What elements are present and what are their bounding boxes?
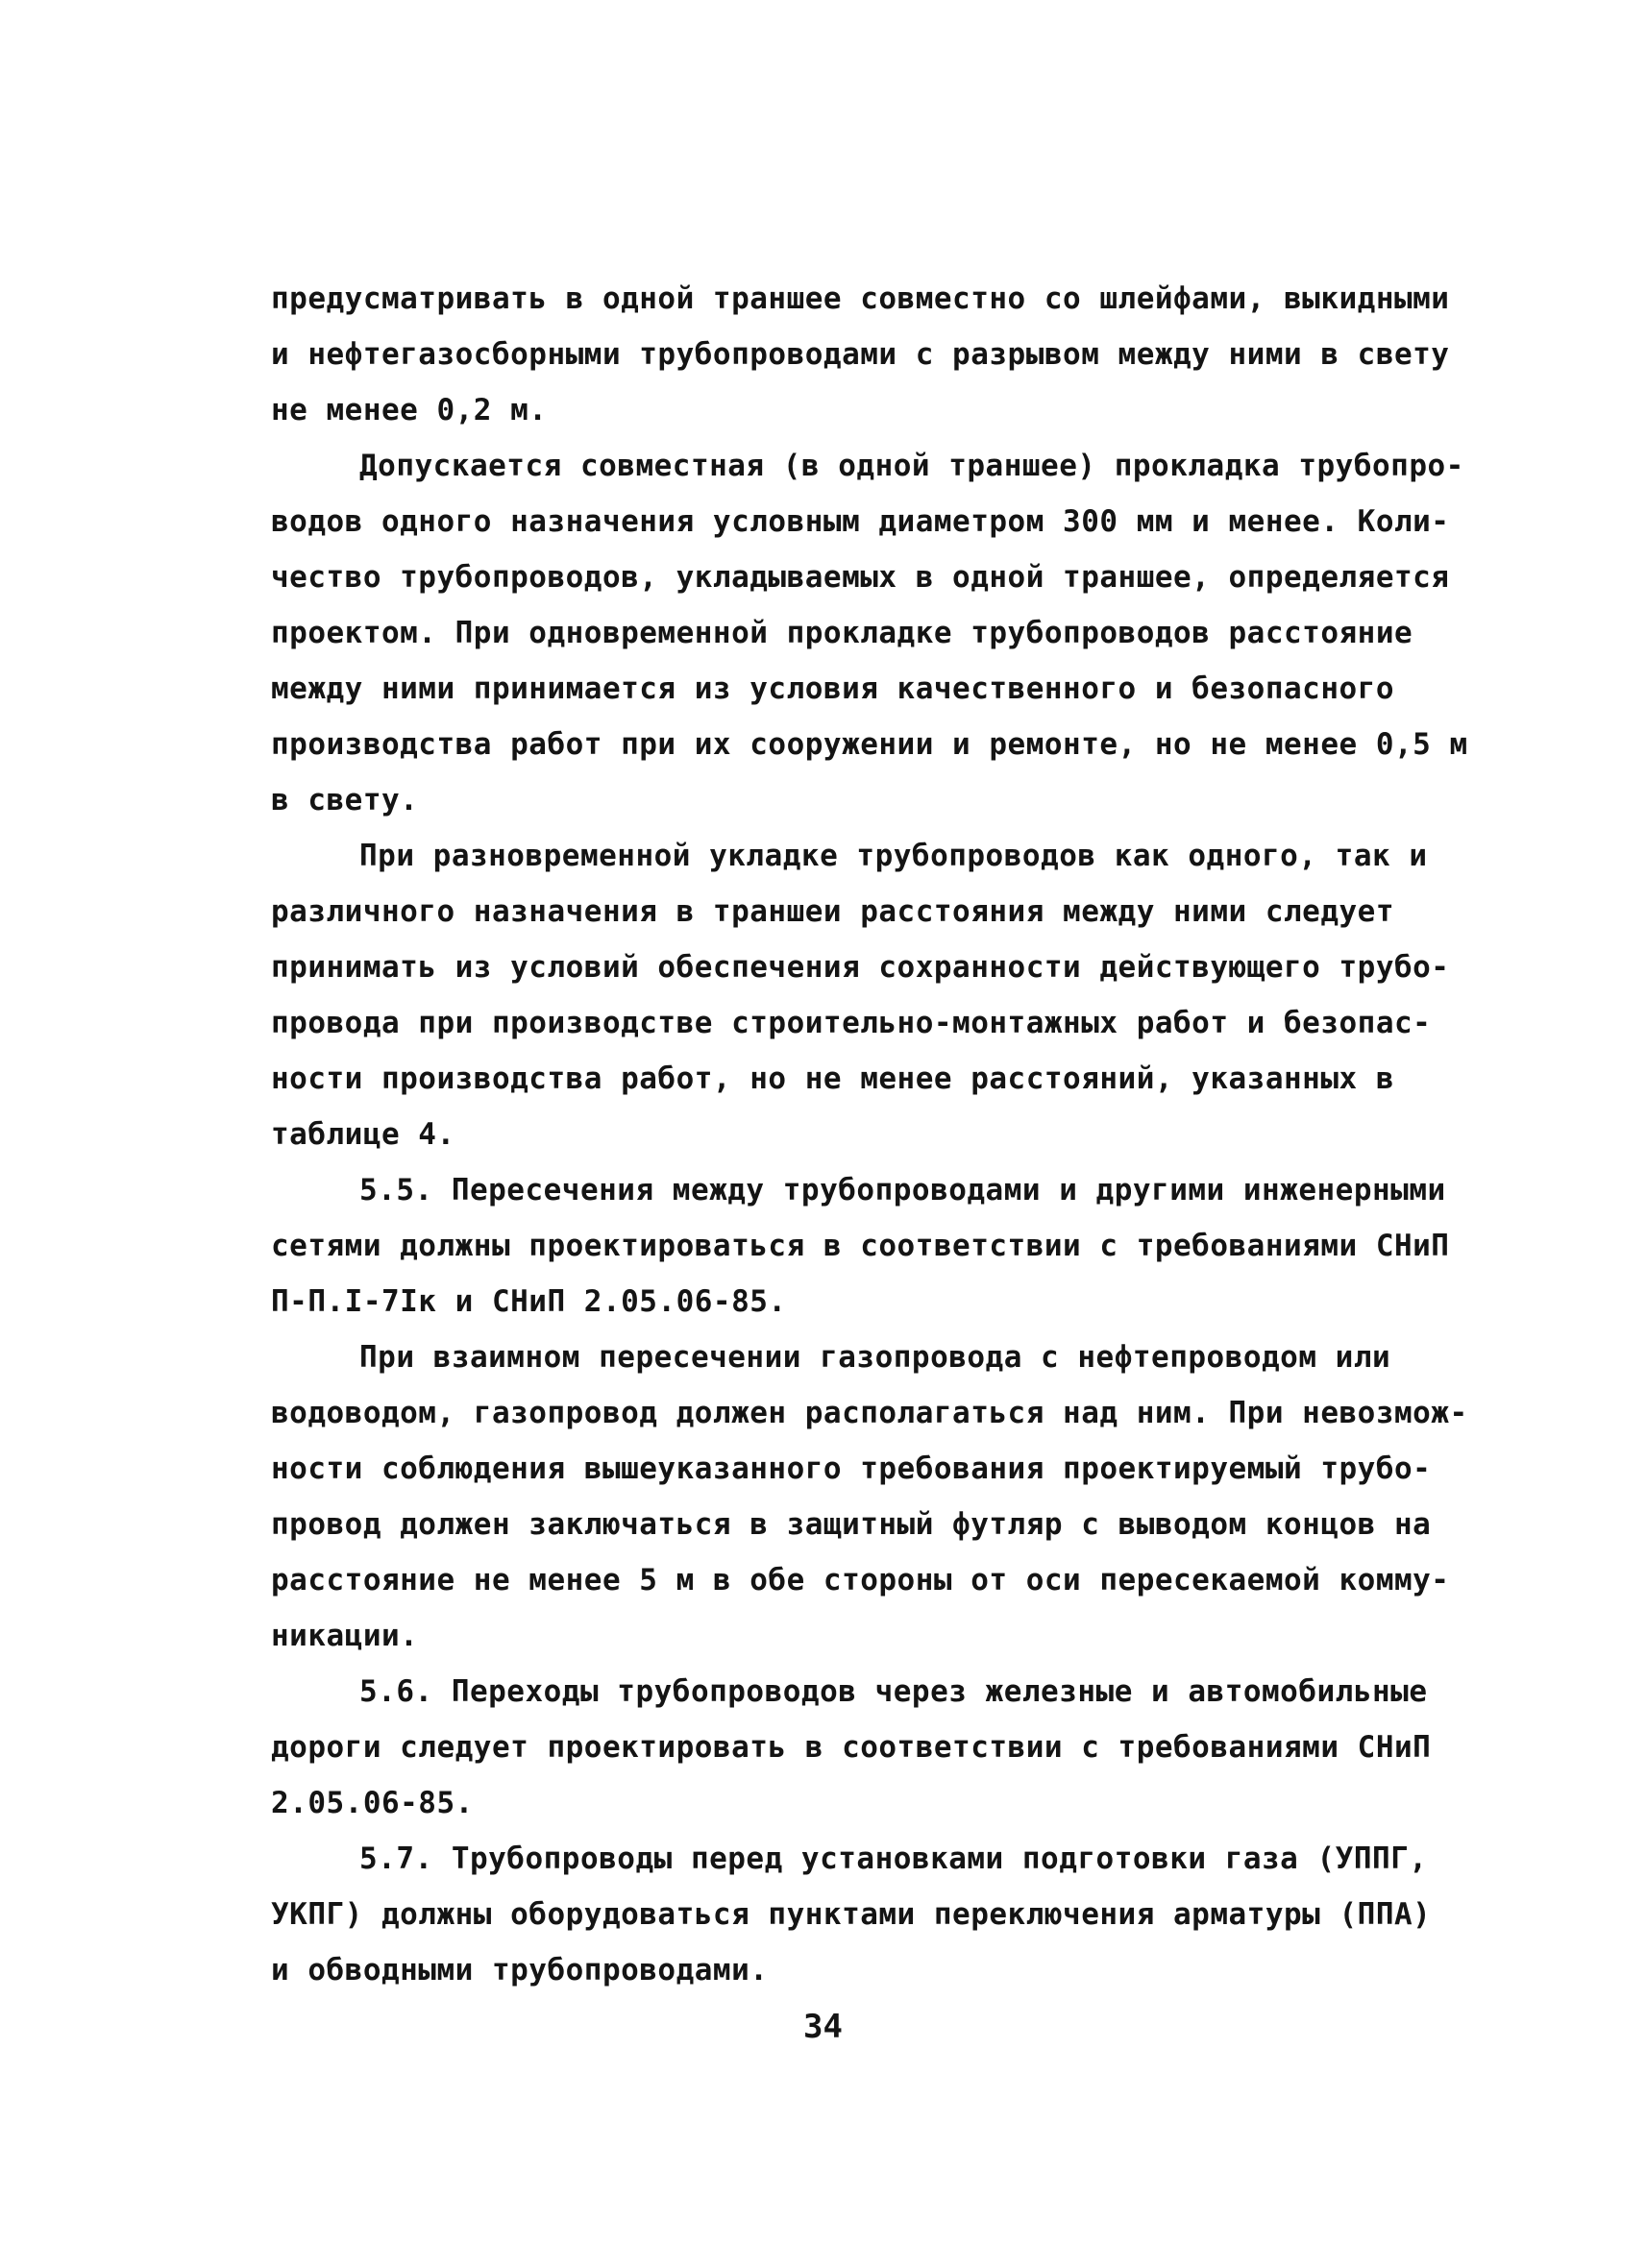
text-line: водоводом, газопровод должен располагаться над ним. При невозмож- (271, 1396, 1468, 1430)
text-line: и нефтегазосборными трубопроводами с разрывом между ними в свету (271, 337, 1450, 372)
text-line: и обводными трубопроводами. (271, 1953, 769, 1988)
text-line: ности производства работ, но не менее расстояний, указанных в (271, 1061, 1394, 1096)
text-line: провод должен заключаться в защитный футляр с выводом концов на (271, 1507, 1432, 1542)
text-line: предусматривать в одной траншее совместно со шлейфами, выкидными (271, 281, 1450, 316)
section-5-6-first-line: 5.6. Переходы трубопроводов через железные и автомобильные (359, 1674, 1428, 1709)
text-line: сетями должны проектироваться в соответствии с требованиями СНиП (271, 1229, 1450, 1263)
paragraph-first-line: Допускается совместная (в одной траншее) прокладка трубопро- (359, 449, 1464, 483)
text-line: провода при производстве строительно-монтажных работ и безопас- (271, 1006, 1432, 1040)
text-line: 2.05.06-85. (271, 1786, 474, 1820)
text-line: в свету. (271, 783, 419, 817)
text-line: расстояние не менее 5 м в обе стороны от оси пересекаемой комму- (271, 1563, 1450, 1597)
text-line: чество трубопроводов, укладываемых в одной траншее, определяется (271, 560, 1450, 595)
page-number: 34 (803, 2008, 843, 2046)
section-5-7-first-line: 5.7. Трубопроводы перед установками подготовки газа (УППГ, (359, 1841, 1428, 1876)
text-line: дороги следует проектировать в соответствии с требованиями СНиП (271, 1730, 1432, 1765)
paragraph-first-line: При разновременной укладке трубопроводов как одного, так и (359, 839, 1428, 873)
text-line: между ними принимается из условия качественного и безопасного (271, 671, 1394, 706)
text-line: производства работ при их сооружении и ремонте, но не менее 0,5 м (271, 727, 1468, 762)
paragraph-first-line: При взаимном пересечении газопровода с нефтепроводом или (359, 1340, 1391, 1375)
text-line: таблице 4. (271, 1117, 455, 1152)
text-line: не менее 0,2 м. (271, 393, 548, 427)
text-line: принимать из условий обеспечения сохранности действующего трубо- (271, 950, 1450, 985)
body-text (271, 271, 1468, 1998)
text-line: проектом. При одновременной прокладке трубопроводов расстояние (271, 616, 1413, 650)
text-line: водов одного назначения условным диаметром 300 мм и менее. Коли- (271, 504, 1450, 539)
text-line: П-П.I-7Iк и СНиП 2.05.06-85. (271, 1284, 787, 1319)
section-5-5-first-line: 5.5. Пересечения между трубопроводами и другими инженерными (359, 1173, 1446, 1207)
text-line: ности соблюдения вышеуказанного требования проектируемый трубо- (271, 1451, 1432, 1486)
text-line: никации. (271, 1619, 419, 1653)
text-line: УКПГ) должны оборудоваться пунктами переключения арматуры (ППА) (271, 1897, 1432, 1932)
text-line: различного назначения в траншеи расстояния между ними следует (271, 894, 1394, 929)
